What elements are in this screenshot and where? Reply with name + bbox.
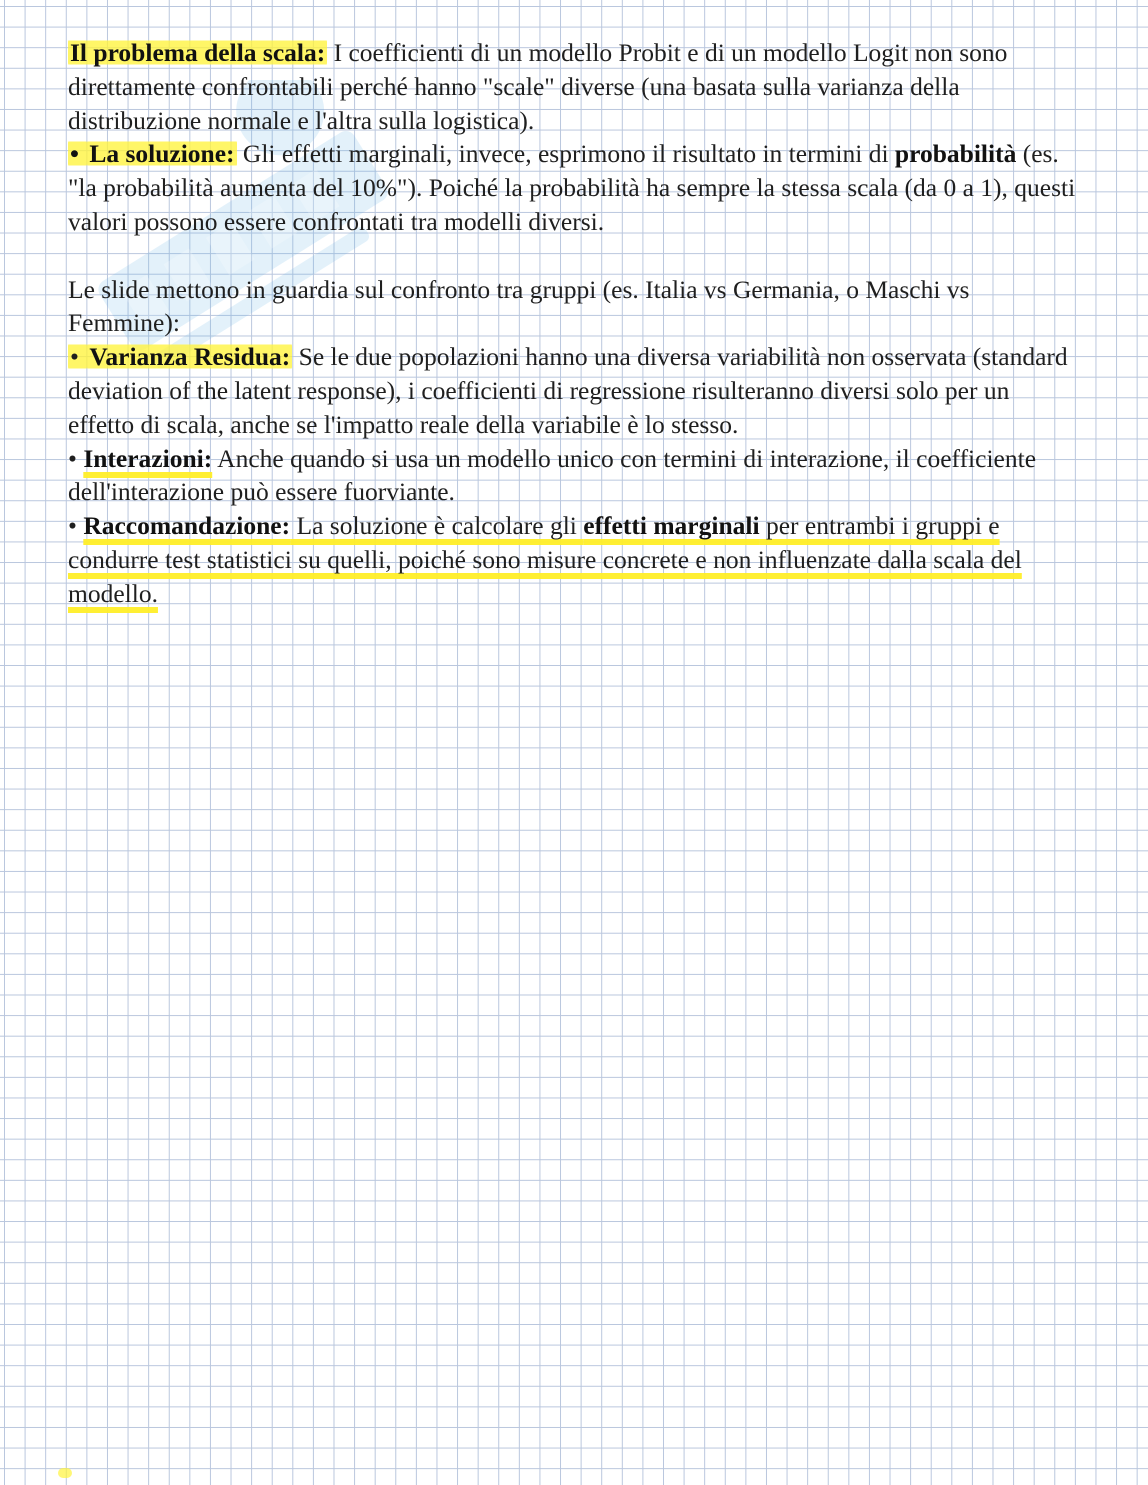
solution-bold-probability: probabilità [894,139,1017,169]
highlighter-mark [58,1468,72,1478]
intro-text: Le slide mettono in guardia sul confronto tra gruppi (es. Italia vs Germania, o Maschi vs Femmine): [68,274,970,338]
paragraph-gap [68,239,1078,273]
interactions-text: Anche quando si usa un modello unico con termini di interazione, il coefficiente dell'interazione può essere fuorviante. [68,443,1037,507]
recommendation-heading: Raccomandazione: [83,511,291,541]
scale-problem-text: I coefficienti di un modello Probit e di un modello Logit non sono direttamente confrontabili perché hanno "scale" diverse (una basata sulla varianza della distribuzione normale e l'altra sulla logistica). [68,38,1008,135]
scale-problem-heading: Il problema della scala: [70,38,326,67]
recommendation-text-after: per entrambi i gruppi e condurre test statistici su quelli, poiché sono misure concrete e non influenzate dalla scala del modello. [68,511,1022,608]
solution-bullet: • [70,139,86,169]
bullet-residual-variance [68,340,1078,441]
solution-heading: La soluzione: [89,139,235,169]
residual-variance-heading: Varianza Residua: [89,342,291,372]
recommendation-bullet: • [68,511,84,541]
residual-variance-text: Se le due popolazioni hanno una diversa variabilità non osservata (standard deviation of the latent response), i coefficienti di regressione risulteranno diversi solo per un effetto di scala, anche se l'impatto reale della variabile è lo stesso. [68,342,1068,439]
recommendation-text-before: La soluzione è calcolare gli [290,511,584,541]
solution-text-after: (es. "la probabilità aumenta del 10%"). Poiché la probabilità ha sempre la stessa scala (da 0 a 1), questi valori possono essere confrontati tra modelli diversi. [68,139,1076,236]
bullet-recommendation [68,509,1078,610]
interactions-bullet: • [68,443,84,473]
paragraph-scale-problem [68,36,1078,137]
recommendation-bold-marginal-effects: effetti marginali [583,511,760,541]
interactions-heading: Interazioni: [83,443,213,473]
paragraph-intro-groups [68,273,1078,341]
bullet-interactions [68,442,1078,510]
paragraph-solution [68,137,1078,238]
page-body [68,36,1078,611]
solution-text-before: Gli effetti marginali, invece, esprimono il risultato in termini di [236,139,895,169]
residual-variance-bullet: • [70,342,86,372]
